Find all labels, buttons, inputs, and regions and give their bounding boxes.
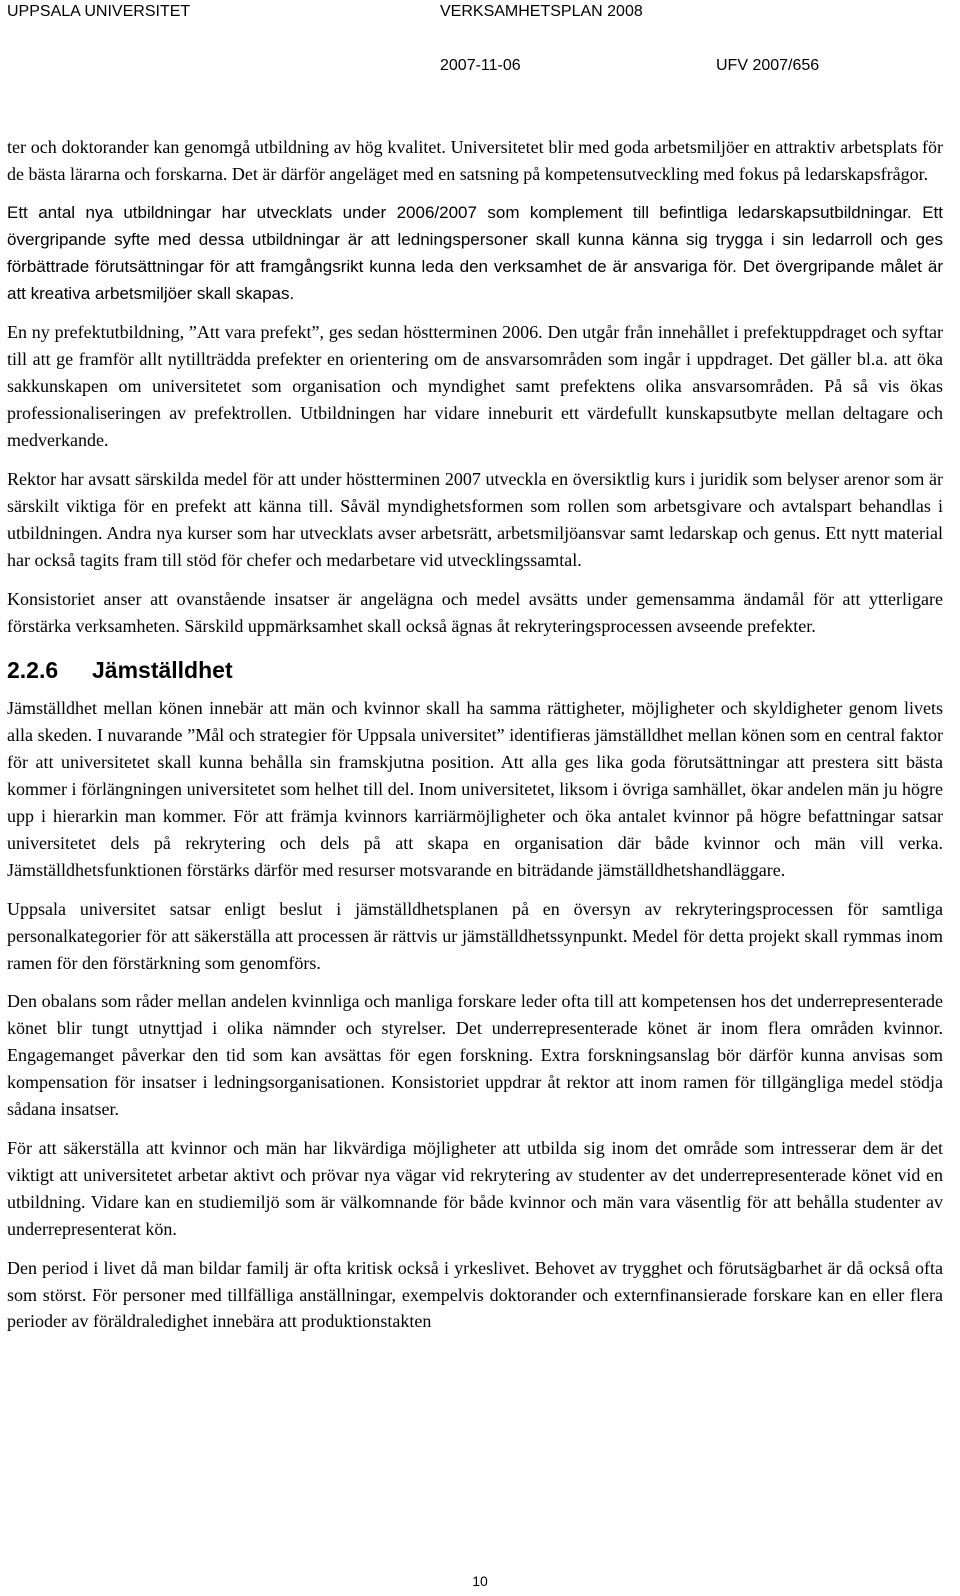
- section-heading: [7, 655, 943, 685]
- paragraph: För att säkerställa att kvinnor och män har likvärdiga möjligheter att utbilda sig inom det område som intresserar dem är det viktigt att universitetet arbetar aktivt och prövar nya vägar vid rekrytering av studenter av det underrepresenterade könet vid en utbildning. Vidare kan en studiemiljö som är välkomnande för både kvinnor och män vara väsentlig för att behålla studenter av underrepresenterat kön.: [7, 1138, 943, 1239]
- paragraph: En ny prefektutbildning, ”Att vara prefekt”, ges sedan höstterminen 2006. Den utgår från innehållet i prefektuppdraget och syftar till att ge framför allt nytillträdda prefekter en orientering om de ansvarsområden som ingår i uppdraget. Det gäller bl.a. att öka sakkunskapen om universitetet som organisation och myndighet samt prefektens olika ansvarsområden. På så vis ökas professionaliseringen av prefektrollen. Utbildningen har vidare inneburit ett värdefullt kunskapsutbyte mellan deltagare och medverkande.: [7, 322, 943, 451]
- header-plan-title: VERKSAMHETSPLAN 2008: [440, 3, 643, 20]
- body-text: [7, 134, 943, 1347]
- section-title: Jämställdhet: [92, 657, 233, 684]
- paragraph: Rektor har avsatt särskilda medel för att under höstterminen 2007 utveckla en översiktlig kurs i juridik som belyser arenor som är särskilt viktiga för en prefekt att känna till. Såväl myndighetsformen som rollen som arbetsgivare och avtalspart behandlas i utbildningen. Andra nya kurser som har utvecklats avser arbetsrätt, arbetsmiljöansvar samt ledarskap och genus. Ett nytt material har också tagits fram till stöd för chefer och medarbetare vid utvecklingssamtal.: [7, 468, 943, 570]
- header-reference: UFV 2007/656: [716, 57, 820, 74]
- paragraph: Konsistoriet anser att ovanstående insatser är angelägna och medel avsätts under gemensamma ändamål för att ytterligare förstärka verksamheten. Särskild uppmärksamhet skall också ägnas åt rekryteringsprocessen avseende prefekter.: [7, 588, 943, 636]
- paragraph: Ett antal nya utbildningar har utvecklats under 2006/2007 som komplement till befintliga ledarskapsutbildningar. Ett övergripande syfte med dessa utbildningar är att ledningspersoner skall kunna känna sig trygga i sin ledarroll och ges förbättrade förutsättningar för att framgångsrikt kunna leda den verksamhet de är ansvariga för. Det övergripande målet är att kreativa arbetsmiljöer skall skapas.: [7, 202, 943, 303]
- header-date: 2007-11-06: [440, 57, 521, 74]
- section-number: 2.2.6: [7, 657, 59, 684]
- header-university: UPPSALA UNIVERSITET: [7, 3, 191, 20]
- paragraph: Den obalans som råder mellan andelen kvinnliga och manliga forskare leder ofta till att kompetensen hos det underrepresenterade könet blir tungt utnyttjad i olika nämnder och styrelser. Det underrepresenterade könet är inom flera områden kvinnor. Engagemanget påverkar den tid som kan avsättas för egen forskning. Extra forskningsanslag bör därför kunna anvisas som kompensation för insatser i ledningsorganisationen. Konsistoriet uppdrar åt rektor att inom ramen för tillgängliga medel stödja sådana insatser.: [7, 991, 943, 1120]
- paragraph: ter och doktorander kan genomgå utbildning av hög kvalitet. Universitetet blir med goda arbetsmiljöer en attraktiv arbetsplats för de bästa lärarna och forskarna. Det är därför angeläget med en satsning på kompetensutveckling med fokus på ledarskapsfrågor.: [7, 137, 943, 184]
- paragraph: Uppsala universitet satsar enligt beslut i jämställdhetsplanen på en översyn av rekryteringsprocessen för samtliga personalkategorier för att säkerställa att processen är rättvis ur jämställdhetssynpunkt. Medel för detta projekt skall rymmas inom ramen för den förstärkning som genomförs.: [7, 898, 943, 973]
- paragraph: Jämställdhet mellan könen innebär att män och kvinnor skall ha samma rättigheter, möjligheter och skyldigheter genom livets alla skeden. I nuvarande ”Mål och strategier för Uppsala universitet” identifieras jämställdhet mellan könen som en central faktor för att universitetet skall kunna behålla sin framskjutna position. Att alla ges lika goda förutsättningar att prestera sitt bästa kommer i förlängningen universitetet som helhet till del. Inom universitetet, liksom i övriga samhället, ökar andelen män ju högre upp i hierarkin man kommer. För att främja kvinnors karriärmöjligheter och öka antalet kvinnor på högre befattningar satsar universitetet dels på rekrytering och dels på att skapa en organisation där både kvinnor och män vill verka. Jämställdhetsfunktionen förstärks därför med resurser motsvarande en biträdande jämställdhetshandläggare.: [7, 698, 943, 880]
- page-number: 10: [472, 1573, 488, 1589]
- paragraph: Den period i livet då man bildar familj är ofta kritisk också i yrkeslivet. Behovet av trygghet och förutsägbarhet är då också ofta som störst. För personer med tillfälliga anställningar, exempelvis doktorander och externfinansierade forskare kan en eller flera perioder av föräldraledighet innebära att produktionstakten: [7, 1257, 943, 1332]
